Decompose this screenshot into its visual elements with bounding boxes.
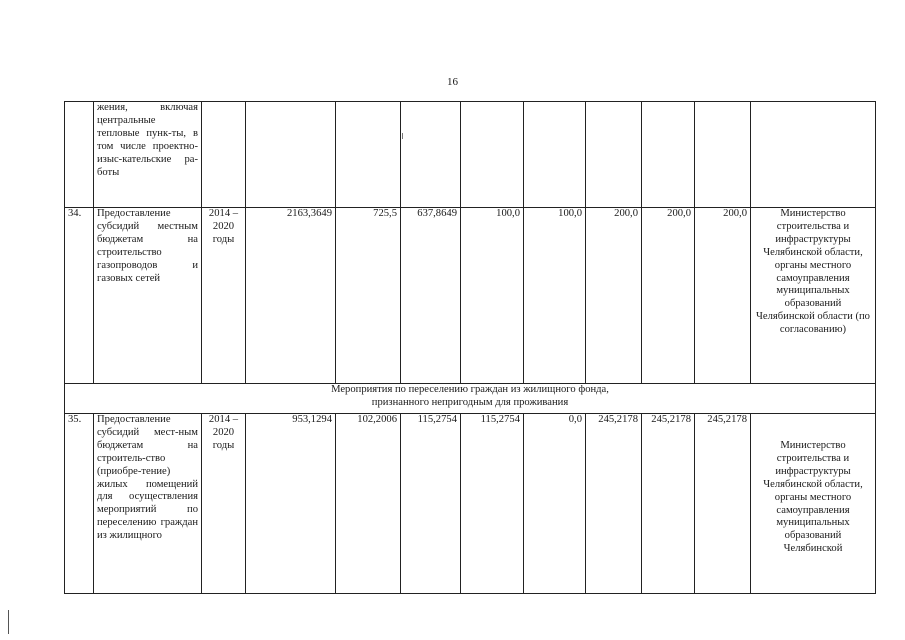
value-2017 <box>524 102 586 208</box>
value-2017: 0,0 <box>524 414 586 594</box>
table-row <box>65 102 876 208</box>
value-2015 <box>401 102 461 208</box>
value-2019 <box>642 102 695 208</box>
row-number <box>65 102 94 208</box>
executor <box>751 102 876 208</box>
value-2016 <box>461 102 524 208</box>
value-2019: 245,2178 <box>642 414 695 594</box>
section-header-row <box>65 384 876 414</box>
measure-name: жения, включая центральные тепловые пунк-ты, в том числе проектно-изыс-кательские ра-боты <box>94 102 202 208</box>
value-total: 2163,3649 <box>246 208 336 384</box>
value-2016: 100,0 <box>461 208 524 384</box>
value-2016: 115,2754 <box>461 414 524 594</box>
value-2020: 245,2178 <box>695 414 751 594</box>
value-2018 <box>586 102 642 208</box>
value-2015: 115,2754 <box>401 414 461 594</box>
row-number: 34. <box>65 208 94 384</box>
value-2014: 725,5 <box>336 208 401 384</box>
executor: Министерство строительства и инфраструктуры Челябинской области, органы местного самоуправления муниципальных образований Челябинской области (по согласованию) <box>751 208 876 384</box>
value-2015: 637,8649 <box>401 208 461 384</box>
measure-name: Предоставление субсидий местным бюджетам на строительство газопроводов и газовых сетей <box>94 208 202 384</box>
value-2014: 102,2006 <box>336 414 401 594</box>
section-title-line-1: Мероприятия по переселению граждан из жилищного фонда, <box>331 384 609 395</box>
value-2017: 100,0 <box>524 208 586 384</box>
row-number: 35. <box>65 414 94 594</box>
program-table <box>64 101 876 594</box>
page-number: 16 <box>447 76 458 88</box>
period: 2014 – 2020 годы <box>202 414 246 594</box>
value-2018: 245,2178 <box>586 414 642 594</box>
table-row <box>65 208 876 384</box>
table-row <box>65 414 876 594</box>
value-total: 953,1294 <box>246 414 336 594</box>
value-2014 <box>336 102 401 208</box>
period <box>202 102 246 208</box>
value-2018: 200,0 <box>586 208 642 384</box>
value-2020: 200,0 <box>695 208 751 384</box>
executor: Министерство строительства и инфраструктуры Челябинской области, органы местного самоуправления муниципальных образований Челябинской <box>751 414 876 594</box>
value-2019: 200,0 <box>642 208 695 384</box>
value-total <box>246 102 336 208</box>
measure-name: Предоставление субсидий мест-ным бюджетам на строитель-ство (приобре-тение) жилых помещений для осуществления мероприятий по переселению граждан из жилищного <box>94 414 202 594</box>
period: 2014 – 2020 годы <box>202 208 246 384</box>
section-title <box>65 384 876 414</box>
section-title-line-2: признанного непригодным для проживания <box>371 396 569 408</box>
value-2020 <box>695 102 751 208</box>
scan-edge-mark <box>8 610 9 634</box>
